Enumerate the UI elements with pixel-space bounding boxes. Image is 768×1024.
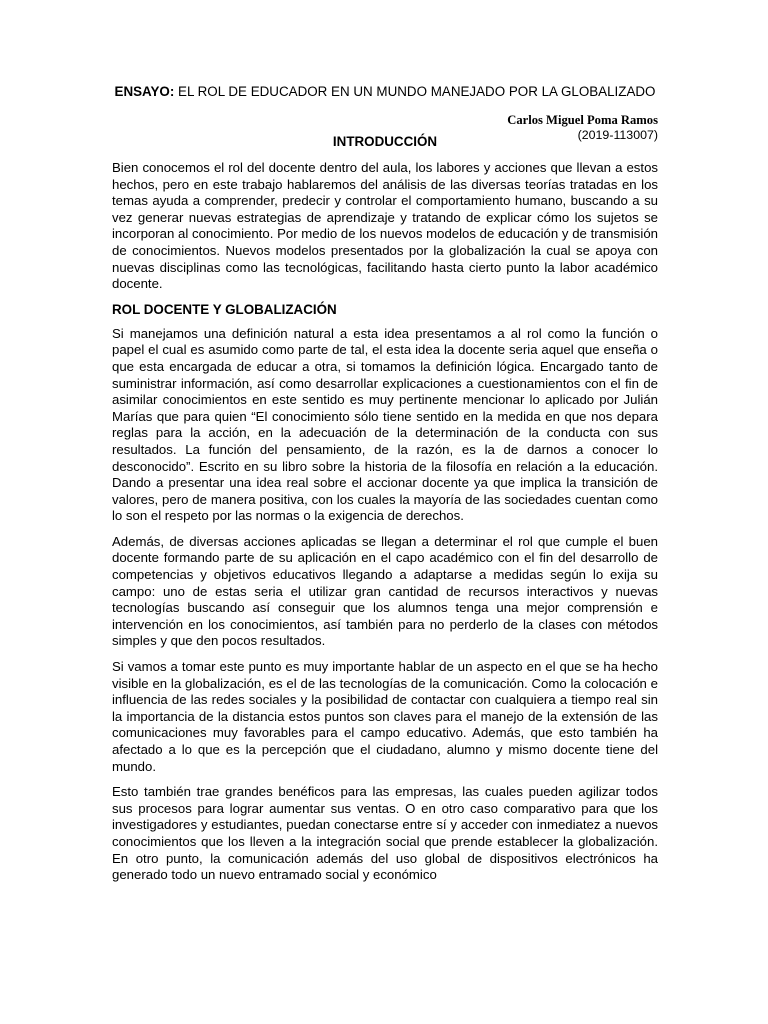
title-text: EL ROL DE EDUCADOR EN UN MUNDO MANEJADO POR LA GLOBALIZADO [174,84,656,99]
paragraph-4: Esto también trae grandes benéficos para las empresas, las cuales pueden agilizar todos sus procesos para lograr aumentar sus ventas. O en otro caso comparativo para que los investigadores y estudiantes, puedan conectarse entre sí y acceder con inmediatez a nuevos conocimientos que los lleven a la integración social que prende establecer la globalización. En otro punto, la comunicación además del uso global de dispositivos electrónicos ha generado todo un nuevo entramado social y económico [112,784,658,883]
author-code: (2019-113007) [577,127,658,142]
paragraph-3: Si vamos a tomar este punto es muy importante hablar de un aspecto en el que se ha hecho visible en la globalización, es el de las tecnologías de la comunicación. Como la colocación e influencia de las redes sociales y la posibilidad de contactar con cualquiera a tiempo real sin la importancia de la distancia estos puntos son claves para el manejo de la extensión de las comunicaciones muy favorables para el campo educativo. Además, que esto también ha afectado a lo que es la percepción que el ciudadano, alumno y mismo docente tiene del mundo. [112,659,658,774]
section-heading: ROL DOCENTE Y GLOBALIZACIÓN [112,301,337,317]
paragraph-1: Si manejamos una definición natural a esta idea presentamos a al rol como la función o papel el cual es asumido como parte de tal, el esta idea la docente seria aquel que enseña o que esta encargada de educar a otra, si tomamos la definición lógica. Encargado tanto de suministrar información, así como desarrollar explicaciones a cuestionamientos con el fin de asimilar conocimientos en este sentido es muy pertinente mencionar lo aplicado por Julián Marías que para quien “El conocimiento sólo tiene sentido en la medida en que nos depara reglas para la acción, en la adecuación de la determinación de la conducta con sus resultados. La función del pensamiento, de la razón, es la de darnos a conocer lo desconocido”. Escrito en su libro sobre la historia de la filosofía en relación a la educación. Dando a presentar una idea real sobre el accionar docente ya que implica la transición de valores, pero de manera positiva, con los cuales la mayoría de las sociedades cuentan como lo son el respeto por las normas o la exigencia de derechos. [112,325,658,524]
intro-heading: INTRODUCCIÓN [332,134,438,149]
title-prefix: ENSAYO: [114,84,175,99]
intro-paragraph: Bien conocemos el rol del docente dentro del aula, los labores y acciones que llevan a estos hechos, pero en este trabajo hablaremos del análisis de las diversas teorías tratadas en los temas ayuda a comprender, predecir y controlar el comportamiento humano, buscando a su vez generar nuevas estrategias de aprendizaje y tratando de explicar cómo los sujetos se incorporan al conocimiento. Por medio de los nuevos modelos de educación y de transmisión de conocimientos. Nuevos modelos presentados por la globalización la cual se apoya con nuevas disciplinas como las tecnológicas, facilitando hasta cierto punto la labor académico docente. [112,160,658,292]
document-title [112,84,658,100]
document-page [112,84,658,893]
author-name: Carlos Miguel Poma Ramos [507,113,658,127]
paragraph-2: Además, de diversas acciones aplicadas se llegan a determinar el rol que cumple el buen docente formando parte de su aplicación en el capo académico con el fin del desarrollo de competencias y objetivos educativos llegando a adaptarse a medidas según lo exija su campo: uno de estas seria el utilizar gran cantidad de recursos interactivos y nuevas tecnologías buscando así conseguir que los alumnos tenga una mejor comprensión e intervención en los conocimientos, así también para no perderlo de la clases con métodos simples y que den pocos resultados. [112,533,658,649]
